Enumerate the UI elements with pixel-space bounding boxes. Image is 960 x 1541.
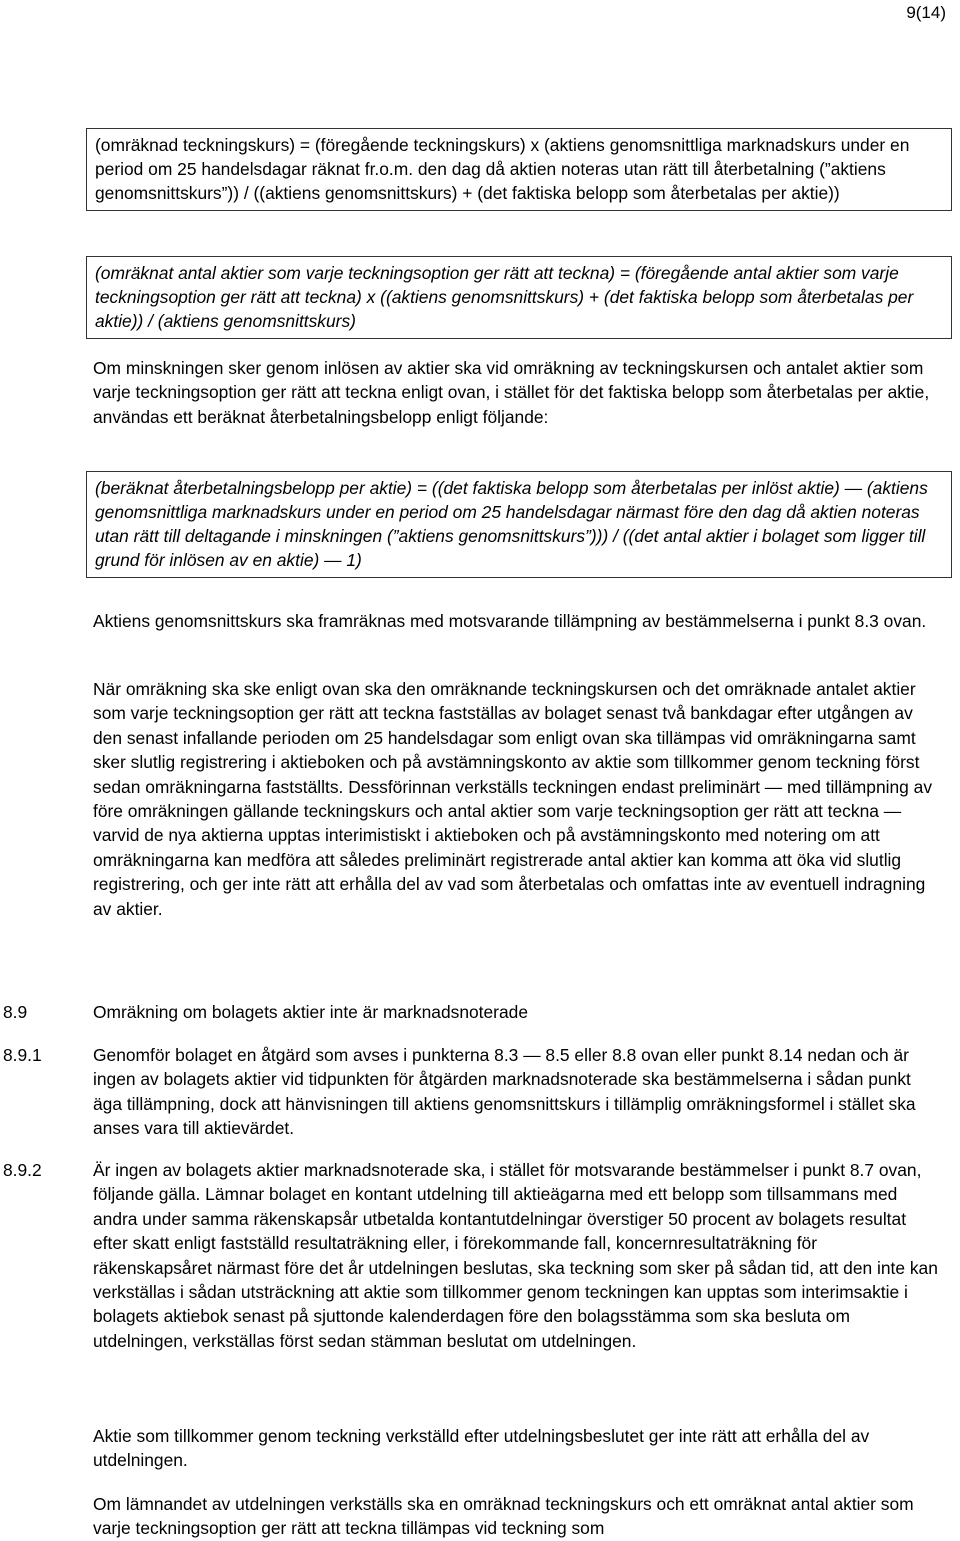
paragraph-genomsnittskurs: Aktiens genomsnittskurs ska framräknas med motsvarande tillämpning av bestämmelserna i punkt 8.3 ovan. <box>93 611 927 631</box>
formula-box-teckningskurs: (omräknad teckningskurs) = (föregående teckningskurs) x (aktiens genomsnittliga marknadskurs under en period om 25 handelsdagar räknat fr.o.m. den dag då aktien noteras utan rätt till återbetalning (”aktiens genomsnittskurs”)) / ((aktiens genomsnittskurs) + (det faktiska belopp som återbetalas per aktie)) <box>86 128 952 211</box>
section-number: 8.9.1 <box>3 1045 42 1065</box>
paragraph-lamnande-utdelning: Om lämnandet av utdelningen verkställs ska en omräknad teckningskurs och ett omräknat antal aktier som varje teckningsoption ger rätt att teckna tillämpas vid teckning som <box>93 1494 914 1539</box>
formula-box-aterbetalningsbelopp: (beräknat återbetalningsbelopp per aktie) = ((det faktiska belopp som återbetalas per inlöst aktie) — (aktiens genomsnittliga marknadskurs under en period om 25 handelsdagar närmast före den dag då aktien noteras utan rätt till deltagande i minskningen (”aktiens genomsnittskurs”))) / ((det antal aktier i bolaget som ligger till grund för inlösen av en aktie) — 1) <box>86 471 952 578</box>
formula-box-antal-aktier: (omräknat antal aktier som varje teckningsoption ger rätt att teckna) = (föregående antal aktier som varje teckningsoption ger rätt att teckna) x ((aktiens genomsnittskurs) + (det faktiska belopp som återbetalas per aktie)) / (aktiens genomsnittskurs) <box>86 256 952 339</box>
section-text: Genomför bolaget en åtgärd som avses i punkterna 8.3 — 8.5 eller 8.8 ovan eller punkt 8.14 nedan och är ingen av bolagets aktier vid tidpunkten för åtgärden marknadsnoterade ska bestämmelserna i sådan punkt äga tillämpning, dock att hänvisningen till aktiens genomsnittskurs i tillämplig omräkningsformel i stället ska anses vara till aktievärdet. <box>93 1045 916 1139</box>
section-number: 8.9.2 <box>3 1160 42 1180</box>
section-title: Omräkning om bolagets aktier inte är marknadsnoterade <box>93 1002 528 1022</box>
section-text: Är ingen av bolagets aktier marknadsnoterade ska, i stället för motsvarande bestämmelser i punkt 8.7 ovan, följande gälla. Lämnar bolaget en kontant utdelning till aktieägarna med ett belopp som tillsammans med andra under samma räkenskapsår utbetalda kontantutdelningar överstiger 50 procent av bolagets resultat efter skatt enligt fastställd resultaträkning eller, i förekommande fall, koncernresultaträkning för räkenskapsåret närmast före det år utdelningen beslutas, ska teckning som sker på sådan tid, att den inte kan verkställas i sådan utsträckning att aktie som tillkommer genom teckningen kan upptas som interimsaktie i bolagets aktiebok senast på sjuttonde kalenderdagen före den bolagsstämma som ska besluta om utdelningen, verkställas först sedan stämman beslutat om utdelningen. <box>93 1160 938 1351</box>
section-number: 8.9 <box>3 1002 28 1022</box>
paragraph-omrakning: När omräkning ska ske enligt ovan ska den omräknande teckningskursen och det omräknade antalet aktier som varje teckningsoption ger rätt att teckna fastställas av bolaget senast två bankdagar efter utgången av den senast infallande perioden om 25 handelsdagar som enligt ovan ska tillämpas vid omräkningarna samt sker slutlig registrering i aktieboken och på avstämningskonto av aktie som tillkommer genom teckning först sedan omräkningarna fastställts. Dessförinnan verkställs teckningen endast preliminärt — med tillämpning av före omräkningen gällande teckningskurs och antal aktier som varje teckningsoption ger rätt att teckna — varvid de nya aktierna upptas interimistiskt i aktieboken och på avstämningskonto med notering om att omräkningarna kan medföra att således preliminärt registrerade antal aktier kan komma att öka vid slutlig registrering, och ger inte rätt att erhålla del av vad som återbetalas och omfattas inte av eventuell indragning av aktier. <box>93 679 933 919</box>
page-number: 9(14) <box>906 3 946 22</box>
paragraph-inlosen: Om minskningen sker genom inlösen av aktier ska vid omräkning av teckningskursen och antalet aktier som varje teckningsoption ger rätt att teckna enligt ovan, i stället för det faktiska belopp som återbetalas per aktie, användas ett beräknat återbetalningsbelopp enligt följande: <box>93 358 930 427</box>
paragraph-teckning-efter-beslut: Aktie som tillkommer genom teckning verkställd efter utdelningsbeslutet ger inte rätt att erhålla del av utdelningen. <box>93 1426 870 1471</box>
